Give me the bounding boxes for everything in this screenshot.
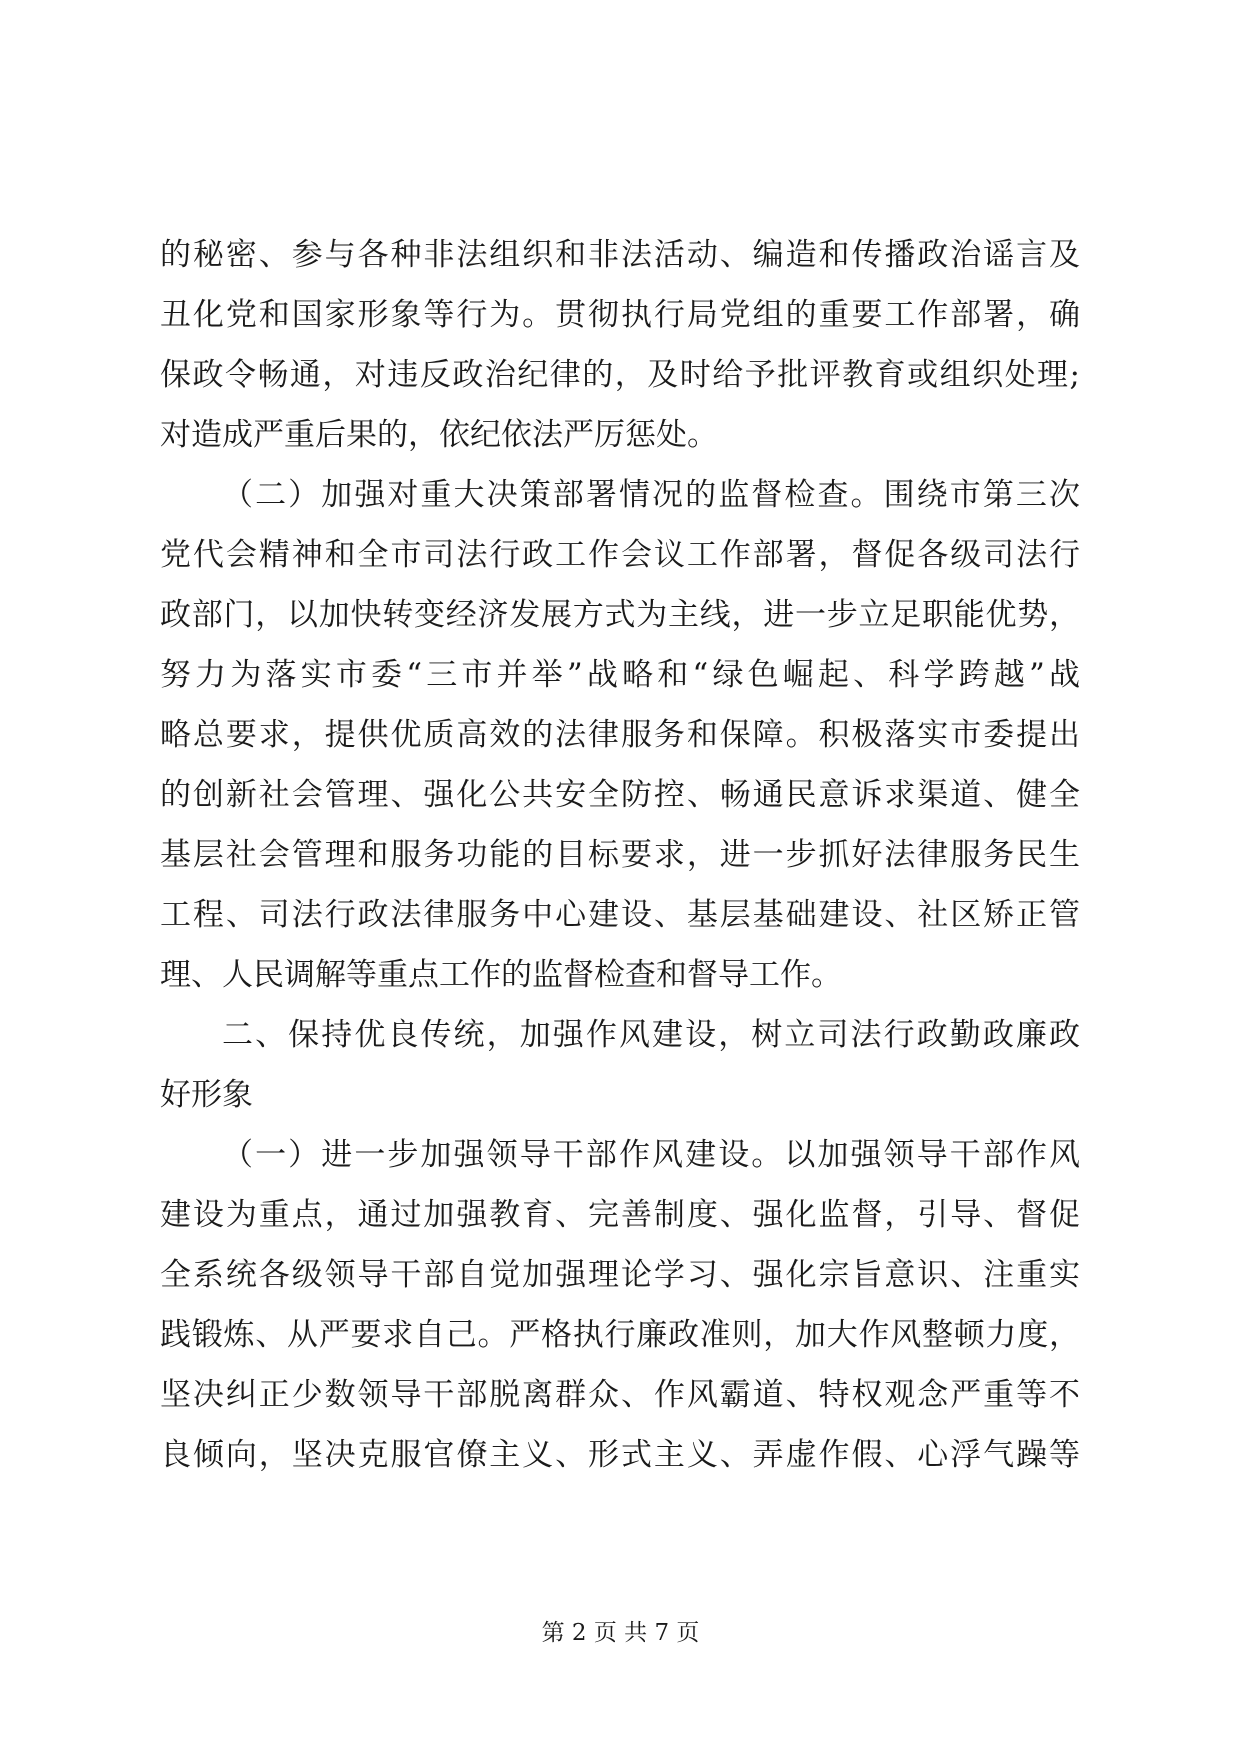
text-line: 理、人民调解等重点工作的监督检查和督导工作。 xyxy=(160,957,842,993)
page-number-footer: 第 2 页 共 7 页 xyxy=(541,1620,700,1646)
text-line: 政部门，以加快转变经济发展方式为主线，进一步立足职能优势， xyxy=(160,597,1080,633)
text-line: 全系统各级领导干部自觉加强理论学习、强化宗旨意识、注重实 xyxy=(160,1257,1080,1293)
text-line: 的秘密、参与各种非法组织和非法活动、编造和传播政治谣言及 xyxy=(160,237,1080,273)
text-line: 坚决纠正少数领导干部脱离群众、作风霸道、特权观念严重等不 xyxy=(160,1377,1080,1413)
text-line: 好形象 xyxy=(160,1077,253,1113)
text-line: 的创新社会管理、强化公共安全防控、畅通民意诉求渠道、健全 xyxy=(160,777,1080,813)
text-line: 工程、司法行政法律服务中心建设、基层基础建设、社区矫正管 xyxy=(160,897,1080,933)
text-line: 略总要求，提供优质高效的法律服务和保障。积极落实市委提出 xyxy=(160,717,1080,753)
text-line: 党代会精神和全市司法行政工作会议工作部署，督促各级司法行 xyxy=(160,537,1080,573)
text-line: 努力为落实市委“三市并举”战略和“绿色崛起、科学跨越”战 xyxy=(160,657,1080,693)
document-body xyxy=(160,225,1080,1485)
text-line: 基层社会管理和服务功能的目标要求，进一步抓好法律服务民生 xyxy=(160,837,1080,873)
text-line: 良倾向，坚决克服官僚主义、形式主义、弄虚作假、心浮气躁等 xyxy=(160,1437,1080,1473)
text-line: 丑化党和国家形象等行为。贯彻执行局党组的重要工作部署，确 xyxy=(160,297,1080,333)
text-line: （一）进一步加强领导干部作风建设。以加强领导干部作风 xyxy=(222,1137,1080,1173)
text-line: 二、保持优良传统，加强作风建设，树立司法行政勤政廉政 xyxy=(222,1017,1080,1053)
text-line: 建设为重点，通过加强教育、完善制度、强化监督，引导、督促 xyxy=(160,1197,1080,1233)
text-line: 保政令畅通，对违反政治纪律的，及时给予批评教育或组织处理; xyxy=(160,357,1080,393)
text-line: 对造成严重后果的，依纪依法严厉惩处。 xyxy=(160,417,718,453)
text-line: （二）加强对重大决策部署情况的监督检查。围绕市第三次 xyxy=(222,477,1080,513)
text-line: 践锻炼、从严要求自己。严格执行廉政准则，加大作风整顿力度， xyxy=(160,1317,1080,1353)
